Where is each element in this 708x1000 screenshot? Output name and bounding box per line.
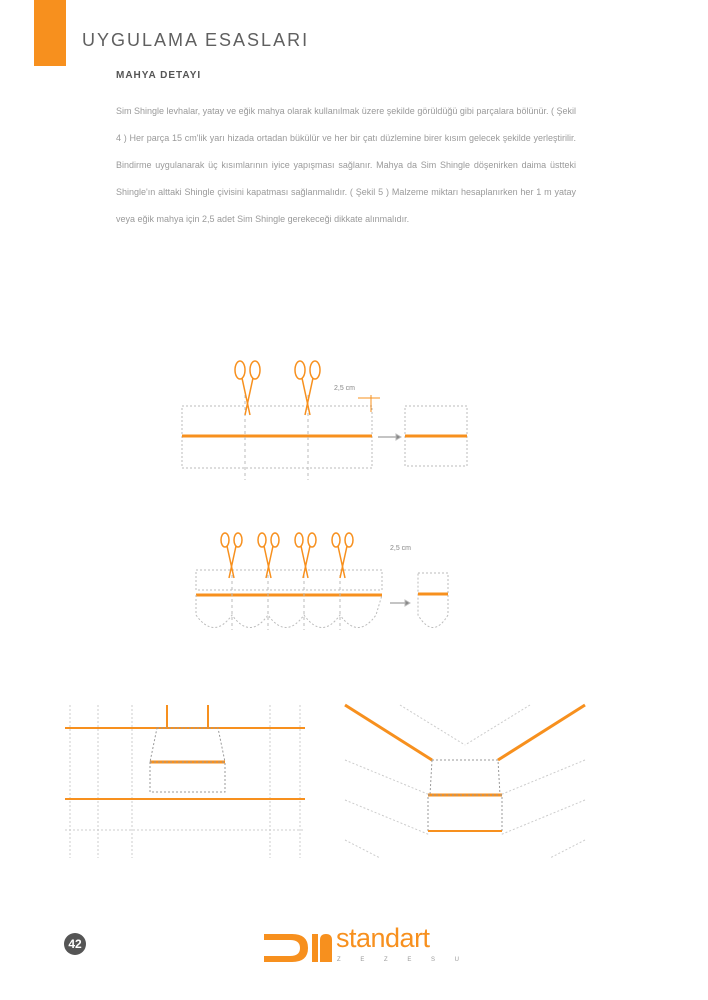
brand-subtitle: Z E Z E S U (337, 957, 469, 963)
section-title: MAHYA DETAYI (116, 70, 202, 81)
scissors-icon (235, 361, 320, 415)
figure-horizontal-ridge (65, 705, 305, 858)
scissors-icon (221, 533, 353, 578)
page-number-badge: 42 (64, 933, 86, 955)
figure-scallop-cut (196, 570, 448, 630)
dim-label-2: 2,5 cm (390, 545, 412, 552)
figure-rect-cut (182, 395, 467, 480)
figure-sloped-ridge (345, 705, 585, 858)
dim-label-1: 2,5 cm (334, 385, 356, 392)
brand-name: standart (336, 923, 430, 953)
body-paragraph: Sim Shingle levhalar, yatay ve eğik mahya olarak kullanılmak üzere şekilde görüldüğü gibi parçalara bölünür. ( Şekil 4 ) Her parça 15 cm'lik yarı hizada ortadan bükülür ve her bir çatı düzlemine birer kısım gelecek şekilde yerleştirilir. Bindirme uygulanarak üç kısımlarının iyice yapışması sağlanır. Mahya da Sim Shingle döşenirken daima üstteki Shingle'ın alttaki Shingle çivisini kapatması sağlanmalıdır. ( Şekil 5 ) Malzeme miktarı hesaplanırken her 1 m yatay veya eğik mahya için 2,5 adet Sim Shingle gerekeceği dikkate alınmalıdır. (116, 106, 576, 224)
page-title: UYGULAMA ESASLARI (82, 30, 310, 50)
